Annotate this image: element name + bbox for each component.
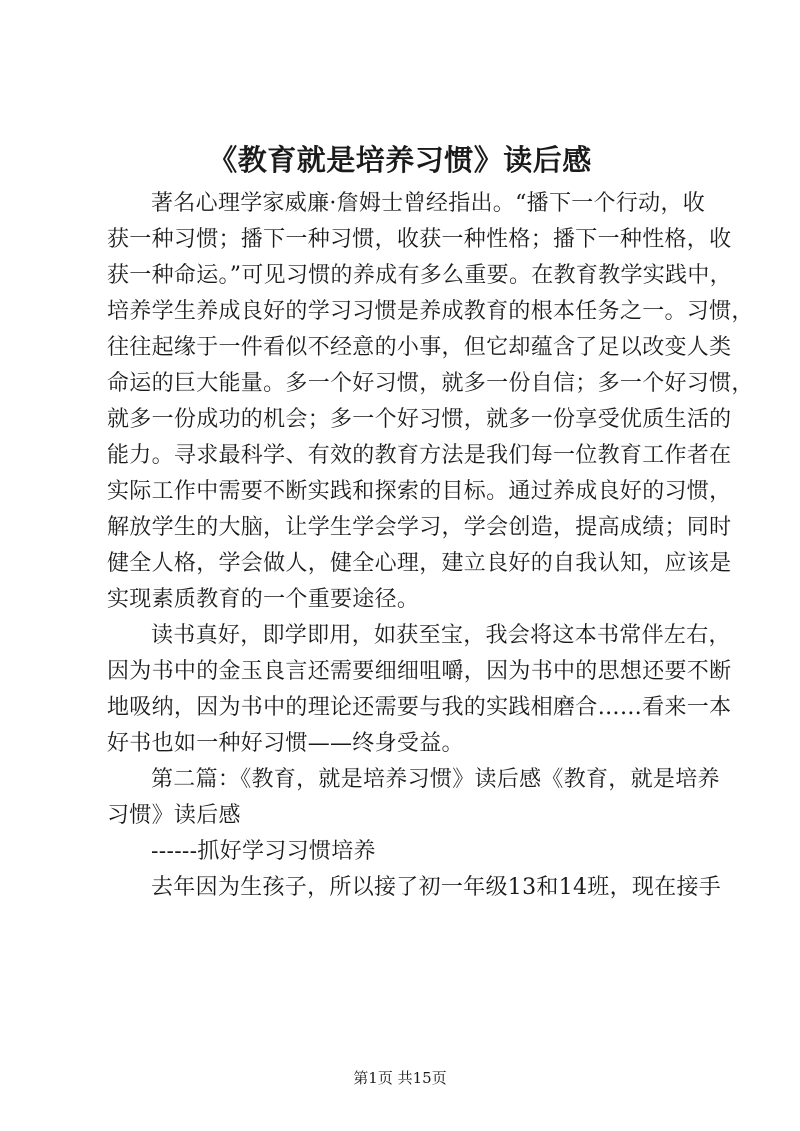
text-line: 去年因为生孩子，所以接了初一年级13和14班，现在接手 [151, 875, 722, 900]
text-line: 获一种命运。”可见习惯的养成有多么重要。在教育教学实践中， [107, 263, 732, 288]
text-line: 命运的巨大能量。多一个好习惯，就多一份自信；多一个好习惯， [107, 371, 754, 396]
text-line: 实现素质教育的一个重要途径。 [107, 587, 420, 612]
text-line: 著名心理学家威廉·詹姆士曾经指出。“播下一个行动，收 [151, 191, 706, 216]
text-line: 往往起缘于一件看似不经意的小事，但它却蕴含了足以改变人类 [107, 335, 732, 360]
text-line: 获一种习惯；播下一种习惯，收获一种性格；播下一种性格，收 [107, 227, 732, 252]
text-line: 就多一份成功的机会；多一个好习惯，就多一份享受优质生活的 [107, 407, 732, 432]
text-line: 第二篇：《教育，就是培养习惯》读后感《教育，就是培养 [151, 767, 720, 792]
text-line: 好书也如一种好习惯——终身受益。 [107, 731, 464, 756]
text-line: 实际工作中需要不断实践和探索的目标。通过养成良好的习惯， [107, 479, 732, 504]
page-number-footer: 第1页 共15页 [353, 1069, 447, 1087]
text-line: 能力。寻求最科学、有效的教育方法是我们每一位教育工作者在 [107, 443, 732, 468]
text-line: 读书真好，即学即用，如获至宝，我会将这本书常伴左右， [151, 623, 731, 648]
text-line: 培养学生养成良好的学习习惯是养成教育的根本任务之一。习惯， [107, 299, 754, 324]
text-line: 解放学生的大脑，让学生学会学习，学会创造，提高成绩；同时 [107, 515, 732, 540]
subheading-line: ------抓好学习习惯培养 [151, 839, 376, 864]
text-line: 因为书中的金玉良言还需要细细咀嚼，因为书中的思想还要不断 [107, 659, 732, 684]
text-line: 健全人格，学会做人，健全心理，建立良好的自我认知，应该是 [107, 551, 732, 576]
text-line: 习惯》读后感 [107, 803, 241, 828]
document-title: 《教育就是培养习惯》读后感 [208, 143, 592, 177]
text-line: 地吸纳，因为书中的理论还需要与我的实践相磨合……看来一本 [107, 695, 732, 720]
